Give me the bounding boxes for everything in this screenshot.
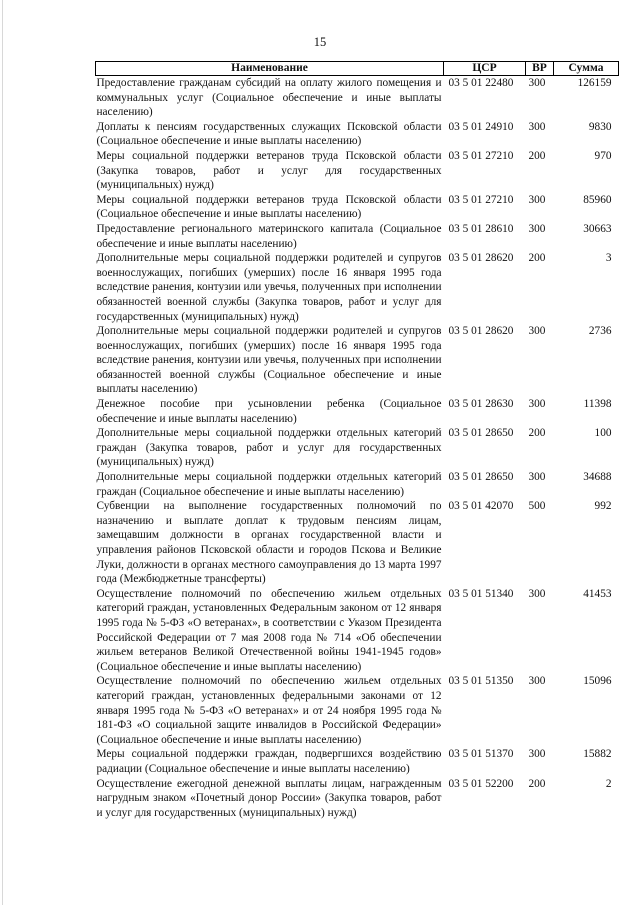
row-csr: 03 5 01 27210 [448,149,514,162]
header-name: Наименование [96,62,444,76]
scan-edge-line [2,0,3,905]
row-sum: 100 [594,427,612,440]
header-sum: Сумма [554,62,619,76]
row-csr: 03 5 01 52200 [448,777,514,790]
table-row [96,426,619,470]
row-sum: 34688 [583,471,612,484]
table-row [96,222,619,251]
row-sum: 970 [594,149,612,162]
row-name: Дополнительные меры социальной поддержки родителей и супругов военнослужащих, погибших (умерших) после 16 января 1995 года вследствие ранения, контузии или увечья, полученных при исполнении обязанностей военной службы (Социальное обеспечение и иные выплаты населению) [96,325,442,396]
row-vr: 300 [528,222,546,235]
row-name: Доплаты к пенсиям государственных служащих Псковской области (Социальное обеспечение и иные выплаты населению) [96,120,442,148]
row-csr: 03 5 01 28620 [448,325,514,338]
row-csr: 03 5 01 28650 [448,471,514,484]
table-row [96,324,619,397]
row-name: Дополнительные меры социальной поддержки отдельных категорий граждан (Закупка товаров, работ и услуг для государственных (муниципальных) нужд) [96,427,442,469]
header-csr: ЦСР [444,62,526,76]
row-vr: 200 [528,777,546,790]
row-name: Денежное пособие при усыновлении ребенка (Социальное обеспечение и иные выплаты населению) [96,398,442,425]
row-sum: 992 [594,500,612,513]
row-vr: 200 [528,427,546,440]
row-vr: 300 [528,675,546,688]
row-csr: 03 5 01 24910 [448,120,514,133]
row-sum: 11398 [583,398,612,411]
table-row [96,499,619,587]
table-header-row [96,62,619,76]
row-vr: 300 [528,748,546,761]
table-row [96,149,619,193]
row-sum: 41453 [583,587,612,600]
table-row [96,397,619,426]
table-row [96,120,619,149]
row-name: Меры социальной поддержки граждан, подвергшихся воздействию радиации (Социальное обеспечение и иные выплаты населению) [96,748,442,775]
row-sum: 9830 [588,120,612,133]
row-name: Субвенции на выполнение государственных полномочий по назначению и выплате доплат к трудовым пенсиям лицам, замещавшим должности в органах государственной власти и управления районов Псковской области и городов Пскова и Великие Луки, должности в органах местного самоуправления до 13 марта 1997 года (Межбюджетные трансферты) [96,500,442,586]
row-vr: 500 [528,500,546,513]
table-row [96,470,619,499]
row-vr: 200 [528,252,546,265]
row-vr: 300 [528,77,546,89]
row-vr: 300 [528,471,546,484]
budget-table [95,61,619,820]
row-vr: 200 [528,149,546,162]
row-csr: 03 5 01 51340 [448,587,514,600]
row-name: Осуществление ежегодной денежной выплаты лицам, награжденным нагрудным знаком «Почетный донор России» (Закупка товаров, работ и услуг для государственных (муниципальных) нужд) [96,777,442,819]
row-name: Меры социальной поддержки ветеранов труда Псковской области (Закупка товаров, работ и услуг для государственных (муниципальных) нужд) [96,149,442,192]
row-name: Предоставление гражданам субсидий на оплату жилого помещения и коммунальных услуг (Социальное обеспечение и иные выплаты населению) [96,77,442,119]
row-sum: 3 [605,252,612,265]
row-sum: 85960 [583,193,612,206]
row-csr: 03 5 01 28610 [448,222,514,235]
row-vr: 300 [528,587,546,600]
row-sum: 15096 [583,675,612,688]
row-csr: 03 5 01 28620 [448,252,514,265]
table-row [96,587,619,675]
row-vr: 300 [528,398,546,411]
row-csr: 03 5 01 42070 [448,500,514,513]
table-row [96,777,619,821]
row-vr: 300 [528,120,546,133]
row-sum: 2 [605,777,612,790]
row-sum: 126159 [577,77,612,89]
row-vr: 300 [528,325,546,338]
row-name: Предоставление регионального материнского капитала (Социальное обеспечение и иные выплаты населению) [96,222,442,250]
table-row [96,747,619,776]
row-csr: 03 5 01 51370 [448,748,514,761]
row-csr: 03 5 01 22480 [448,77,514,89]
row-sum: 15882 [583,748,612,761]
row-name: Дополнительные меры социальной поддержки отдельных категорий граждан (Социальное обеспечение и иные выплаты населению) [96,471,442,498]
row-name: Осуществление полномочий по обеспечению жильем отдельных категорий граждан, установленных Федеральным законом от 12 января 1995 года № 5-ФЗ «О ветеранах», в соответствии с Указом Президента Российской Федерации от 7 мая 2008 года № 714 «Об обеспечении жильем ветеранов Великой Отечественной войны 1941-1945 годов» (Социальное обеспечение и иные выплаты населению) [96,587,442,673]
row-csr: 03 5 01 28650 [448,427,514,440]
header-vr: ВР [526,62,554,76]
row-sum: 2736 [588,325,612,338]
row-csr: 03 5 01 28630 [448,398,514,411]
page-number: 15 [313,35,327,49]
table-row [96,674,619,747]
row-sum: 30663 [583,222,612,235]
row-name: Осуществление полномочий по обеспечению жильем отдельных категорий граждан, установленных федеральными законами от 12 января 1995 года № 5-ФЗ «О ветеранах» и от 24 ноября 1995 года № 181-ФЗ «О социальной защите инвалидов в Российской Федерации» (Социальное обеспечение и иные выплаты населению) [96,675,442,746]
table-row [96,251,619,324]
table-row [96,76,619,120]
row-csr: 03 5 01 51350 [448,675,514,688]
row-name: Меры социальной поддержки ветеранов труда Псковской области (Социальное обеспечение и иные выплаты населению) [96,193,442,221]
row-vr: 300 [528,193,546,206]
row-csr: 03 5 01 27210 [448,193,514,206]
row-name: Дополнительные меры социальной поддержки родителей и супругов военнослужащих, погибших (умерших) после 16 января 1995 года вследствие ранения, контузии или увечья, полученных при исполнении обязанностей военной службы (Закупка товаров, работ и услуг для государственных (муниципальных) нужд) [96,252,442,323]
table-row [96,193,619,222]
